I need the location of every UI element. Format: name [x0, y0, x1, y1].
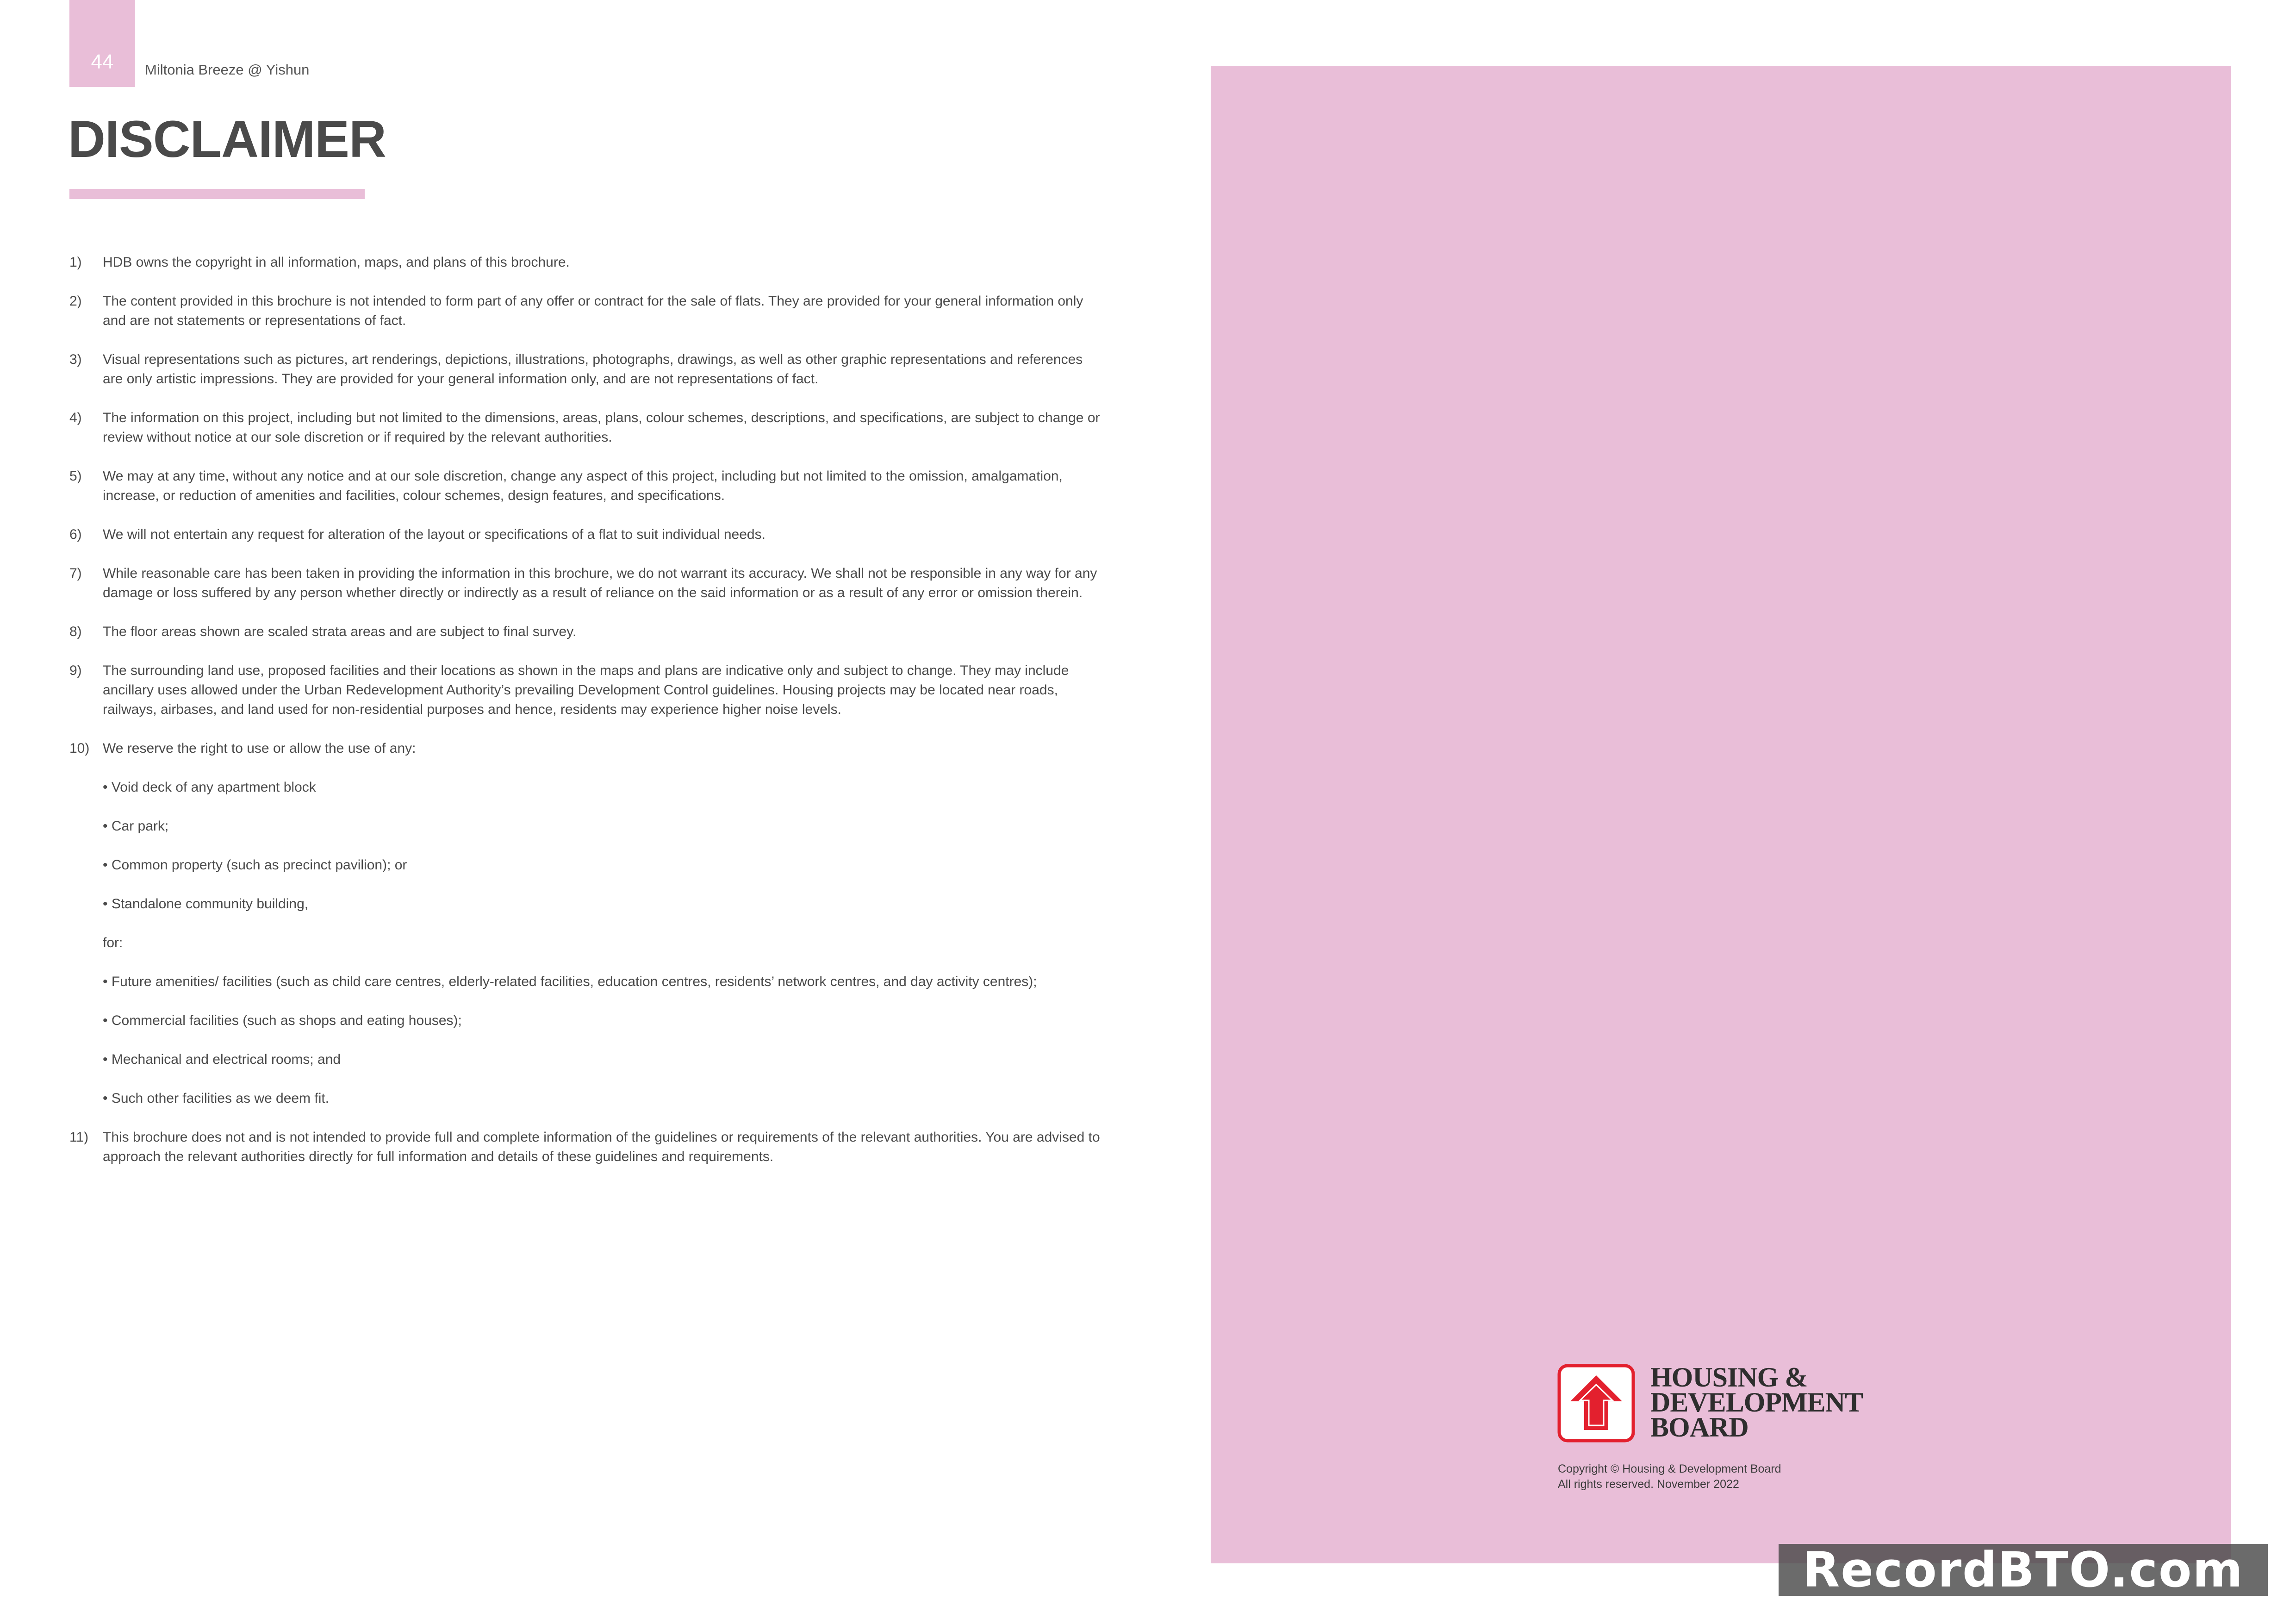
disclaimer-item-2 [69, 292, 1106, 331]
item-text: Visual representations such as pictures, art renderings, depictions, illustrations, photographs, drawings, as well as other graphic representations and references are only artistic impressions. They are provided for your general information only, and are not representations of fact. [103, 352, 1083, 387]
item-text: The floor areas shown are scaled strata areas and are subject to final survey. [103, 624, 577, 639]
item-text: HDB owns the copyright in all information, maps, and plans of this brochure. [103, 255, 570, 270]
item-number: 3) [69, 352, 82, 367]
copyright-notice [1558, 1462, 1781, 1492]
item-number: 10) [69, 741, 90, 756]
page-number-tab [69, 0, 135, 87]
disclaimer-item-9 [69, 661, 1106, 719]
item-number: 8) [69, 624, 82, 639]
hdb-name-line: HOUSING & [1650, 1362, 1808, 1393]
bullet-item: • Common property (such as precinct pavilion); or [103, 857, 407, 873]
item-text: We may at any time, without any notice and at our sole discretion, change any aspect of this project, including but not limited to the omission, amalgamation, increase, or reduction of amenities and facilities, colour schemes, design features, and specifications. [103, 468, 1063, 503]
hdb-wordmark [1650, 1362, 1863, 1443]
for-label: for: [103, 935, 123, 950]
item-number: 2) [69, 294, 82, 309]
item-text: This brochure does not and is not intended to provide full and complete information of the guidelines or requirements of the relevant authorities. You are advised to approach the relevant authorities directly for full information and details of these guidelines and requirements. [103, 1130, 1100, 1164]
item-number: 11) [69, 1130, 89, 1145]
item-text: The content provided in this brochure is not intended to form part of any offer or contract for the sale of flats. They are provided for your general information only and are not statements or representations of fact. [103, 294, 1083, 328]
item-number: 6) [69, 527, 82, 542]
disclaimer-item-3 [69, 350, 1106, 389]
disclaimer-item-5 [69, 467, 1106, 506]
bullet-item: • Future amenities/ facilities (such as child care centres, elderly-related facilities, education centres, residents’ network centres, and day activity centres); [103, 974, 1037, 989]
watermark: RecordBTO.com [1779, 1544, 2268, 1596]
rights-line: All rights reserved. November 2022 [1558, 1478, 1739, 1491]
item-text: The information on this project, including but not limited to the dimensions, areas, plans, colour schemes, descriptions, and specifications, are subject to change or review without notice at our sole discretion or if required by the relevant authorities. [103, 410, 1100, 445]
copyright-line: Copyright © Housing & Development Board [1558, 1462, 1781, 1475]
item-text: We will not entertain any request for alteration of the layout or specifications of a flat to suit individual needs. [103, 527, 765, 542]
bullet-item: • Car park; [103, 818, 169, 834]
hdb-name-line: BOARD [1650, 1412, 1748, 1443]
bullet-item: • Such other facilities as we deem fit. [103, 1091, 330, 1106]
item-text: We reserve the right to use or allow the use of any: [103, 741, 416, 756]
disclaimer-item-10 [69, 739, 1106, 758]
disclaimer-item-4 [69, 408, 1106, 447]
page-number: 44 [91, 50, 114, 73]
back-cover-panel [1211, 66, 2231, 1563]
item-text: While reasonable care has been taken in providing the information in this brochure, we do not warrant its accuracy. We shall not be responsible in any way for any damage or loss suffered by any person whether directly or indirectly as a result of reliance on the said information or as a result of any error or omission therein. [103, 566, 1097, 600]
bullet-item: • Mechanical and electrical rooms; and [103, 1052, 341, 1067]
page-title: DISCLAIMER [68, 110, 386, 168]
disclaimer-item-8 [69, 622, 1106, 642]
disclaimer-item-11 [69, 1128, 1106, 1167]
bullet-item: • Void deck of any apartment block [103, 780, 316, 795]
item-number: 7) [69, 566, 82, 581]
disclaimer-item-1 [69, 253, 1106, 272]
hdb-logo-icon [1557, 1363, 1636, 1443]
bullet-item: • Standalone community building, [103, 896, 309, 912]
disclaimer-item-6 [69, 525, 1106, 544]
bullet-item: • Commercial facilities (such as shops and eating houses); [103, 1013, 462, 1028]
disclaimer-list [69, 253, 1106, 1186]
hdb-name-line: DEVELOPMENT [1650, 1387, 1863, 1418]
item-text: The surrounding land use, proposed facilities and their locations as shown in the maps and plans are indicative only and subject to change. They may include ancillary uses allowed under the Urban Redevelopment Authority’s prevailing Development Control guidelines. Housing projects may be located near roads, railways, airbases, and land used for non-residential purposes and hence, residents may experience higher noise levels. [103, 663, 1069, 717]
item-number: 1) [69, 255, 82, 270]
disclaimer-item-7 [69, 564, 1106, 603]
item-number: 9) [69, 663, 82, 678]
project-name: Miltonia Breeze @ Yishun [145, 62, 310, 78]
item-number: 4) [69, 410, 82, 425]
title-underline [69, 189, 365, 199]
item-number: 5) [69, 468, 82, 484]
